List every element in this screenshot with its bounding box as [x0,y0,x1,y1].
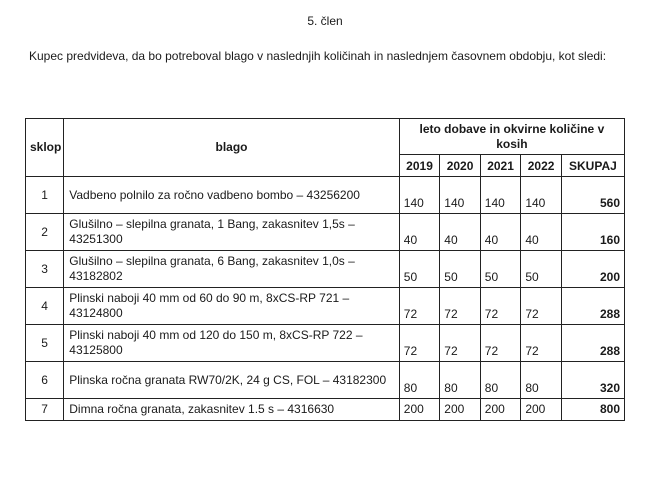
year-value: 72 [480,288,521,325]
header-blago: blago [64,119,400,177]
total-value: 288 [561,325,624,362]
year-value: 140 [521,177,562,214]
header-year-group: leto dobave in okvirne količine v kosih [399,119,624,155]
sklop-cell: 4 [26,288,64,325]
year-value: 200 [480,399,521,421]
year-value: 72 [440,325,481,362]
year-value: 140 [399,177,440,214]
year-value: 40 [480,214,521,251]
total-value: 320 [561,362,624,399]
article-heading: 5. člen [307,14,343,28]
year-value: 80 [521,362,562,399]
total-value: 800 [561,399,624,421]
table-row [26,177,625,214]
blago-cell: Vadbeno polnilo za ročno vadbeno bombo – 43256200 [64,177,400,214]
header-year: 2022 [521,155,562,177]
blago-cell: Plinski naboji 40 mm od 120 do 150 m, 8xCS-RP 722 – 43125800 [64,325,400,362]
year-value: 72 [440,288,481,325]
year-value: 200 [440,399,481,421]
year-value: 72 [399,325,440,362]
sklop-cell: 5 [26,325,64,362]
blago-cell: Glušilno – slepilna granata, 1 Bang, zakasnitev 1,5s – 43251300 [64,214,400,251]
year-value: 200 [399,399,440,421]
year-value: 80 [480,362,521,399]
total-value: 200 [561,251,624,288]
year-value: 200 [521,399,562,421]
year-value: 80 [399,362,440,399]
table-row [26,325,625,362]
year-value: 40 [399,214,440,251]
blago-cell: Plinska ročna granata RW70/2K, 24 g CS, FOL – 43182300 [64,362,400,399]
blago-cell: Glušilno – slepilna granata, 6 Bang, zakasnitev 1,0s – 43182802 [64,251,400,288]
year-value: 72 [521,288,562,325]
blago-cell: Dimna ročna granata, zakasnitev 1.5 s – 4316630 [64,399,400,421]
year-value: 140 [440,177,481,214]
year-value: 80 [440,362,481,399]
header-year: 2019 [399,155,440,177]
intro-paragraph: Kupec predvideva, da bo potreboval blago v naslednjih količinah in naslednjem časovnem obdobju, kot sledi: [29,49,607,63]
table-row [26,251,625,288]
year-value: 40 [440,214,481,251]
year-value: 50 [399,251,440,288]
year-value: 50 [521,251,562,288]
sklop-cell: 6 [26,362,64,399]
year-value: 72 [480,325,521,362]
year-value: 50 [440,251,481,288]
sklop-cell: 1 [26,177,64,214]
total-value: 560 [561,177,624,214]
sklop-cell: 2 [26,214,64,251]
blago-cell: Plinski naboji 40 mm od 60 do 90 m, 8xCS-RP 721 – 43124800 [64,288,400,325]
year-value: 72 [521,325,562,362]
header-year: 2020 [440,155,481,177]
sklop-cell: 7 [26,399,64,421]
table-row [26,288,625,325]
table-row [26,214,625,251]
year-value: 50 [480,251,521,288]
total-value: 288 [561,288,624,325]
header-total: SKUPAJ [561,155,624,177]
year-value: 140 [480,177,521,214]
year-value: 72 [399,288,440,325]
header-year: 2021 [480,155,521,177]
quantities-table [25,118,625,421]
header-sklop: sklop [26,119,64,177]
total-value: 160 [561,214,624,251]
year-value: 40 [521,214,562,251]
table-row [26,362,625,399]
sklop-cell: 3 [26,251,64,288]
table-row [26,399,625,421]
